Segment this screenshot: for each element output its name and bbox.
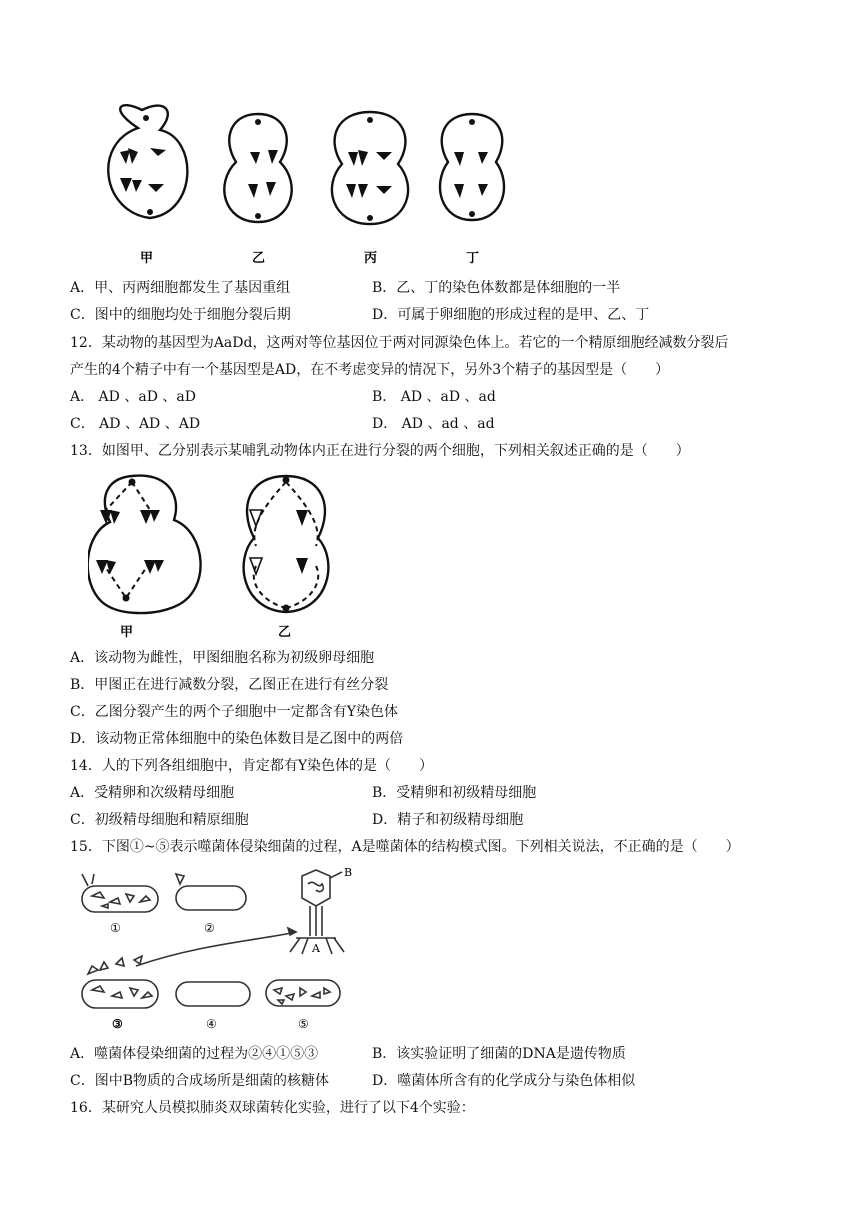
q15-option-b: B．该实验证明了细菌的DNA是遗传物质 xyxy=(372,1046,626,1062)
cell-label-yi-q13: 乙 xyxy=(278,625,292,640)
cell-label-bing: 丙 xyxy=(364,251,378,266)
q15-option-c: C．图中B物质的合成场所是细菌的核糖体 xyxy=(70,1073,329,1089)
cell-label-jia-q13: 甲 xyxy=(120,625,134,640)
q14-stem: 14．人的下列各组细胞中，肯定都有Y染色体的是（ ） xyxy=(70,758,434,774)
q15-option-d: D．噬菌体所含有的化学成分与染色体相似 xyxy=(372,1073,636,1089)
phage-infection-drawing xyxy=(80,866,370,1034)
cell-label-jia: 甲 xyxy=(140,251,154,266)
q12-option-c: C． AD 、AD 、AD xyxy=(70,416,201,432)
q15-option-a: A．噬菌体侵染细菌的过程为②④①⑤③ xyxy=(70,1046,319,1062)
q13-stem: 13．如图甲、乙分别表示某哺乳动物体内正在进行分裂的两个细胞，下列相关叙述正确的是（ ） xyxy=(70,443,690,459)
q16-stem: 16．某研究人员模拟肺炎双球菌转化实验，进行了以下4个实验： xyxy=(70,1100,475,1116)
two-cells-drawing xyxy=(88,470,348,642)
phage-label-5: ⑤ xyxy=(298,1017,309,1031)
q12-option-a: A． AD 、aD 、aD xyxy=(70,389,196,405)
q11-option-d: D．可属于卵细胞的形成过程的是甲、乙、丁 xyxy=(372,307,650,323)
four-cells-drawing xyxy=(80,100,540,270)
q13-option-c: C．乙图分裂产生的两个子细胞中一定都含有Y染色体 xyxy=(70,704,398,720)
q15-stem: 15．下图①~⑤表示噬菌体侵染细菌的过程，A是噬菌体的结构模式图。下列相关说法，不正确的是（ ） xyxy=(70,839,740,855)
phage-label-a: A xyxy=(312,942,320,955)
q11-option-b: B．乙、丁的染色体数都是体细胞的一半 xyxy=(372,280,621,296)
q11-option-a: A．甲、丙两细胞都发生了基因重组 xyxy=(70,280,291,296)
figure-two-cells xyxy=(88,470,348,642)
q11-option-c: C．图中的细胞均处于细胞分裂后期 xyxy=(70,307,291,323)
q12-stem-line1: 12．某动物的基因型为AaDd，这两对等位基因位于两对同源染色体上。若它的一个精原细胞经减数分裂后 xyxy=(70,335,729,351)
q14-option-c: C．初级精母细胞和精原细胞 xyxy=(70,812,249,828)
q13-option-b: B．甲图正在进行减数分裂，乙图正在进行有丝分裂 xyxy=(70,677,389,693)
cell-label-yi: 乙 xyxy=(252,251,266,266)
figure-phage-infection xyxy=(80,866,370,1034)
q13-option-d: D．该动物正常体细胞中的染色体数目是乙图中的两倍 xyxy=(70,731,404,747)
phage-label-b: B xyxy=(344,866,353,879)
q13-option-a: A．该动物为雌性，甲图细胞名称为初级卵母细胞 xyxy=(70,650,375,666)
q12-option-b: B． AD 、aD 、ad xyxy=(372,389,496,405)
phage-label-4: ④ xyxy=(206,1017,217,1031)
cell-label-ding: 丁 xyxy=(466,251,480,266)
phage-label-2: ② xyxy=(204,921,215,935)
phage-label-3: ③ xyxy=(112,1017,123,1031)
q12-option-d: D． AD 、ad 、ad xyxy=(372,416,495,432)
phage-label-1: ① xyxy=(110,921,121,935)
q14-option-a: A．受精卵和次级精母细胞 xyxy=(70,785,235,801)
q14-option-d: D．精子和初级精母细胞 xyxy=(372,812,524,828)
figure-four-cells xyxy=(80,100,540,270)
q12-stem-line2: 产生的4个精子中有一个基因型是AD，在不考虑变异的情况下，另外3个精子的基因型是（ ） xyxy=(70,362,670,378)
q14-option-b: B．受精卵和初级精母细胞 xyxy=(372,785,537,801)
